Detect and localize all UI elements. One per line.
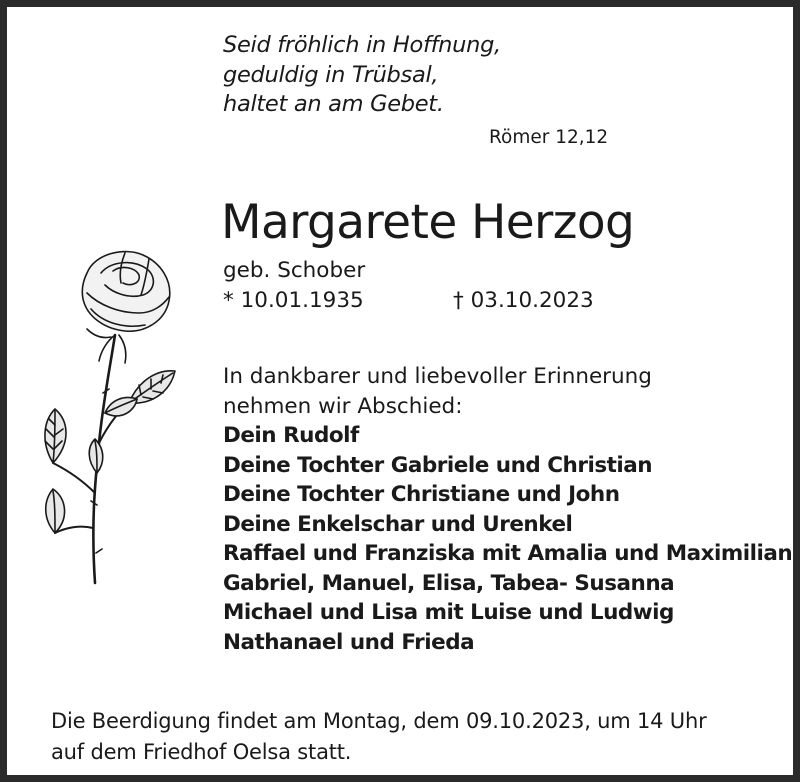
mourner-line: Nathanael und Frieda <box>223 629 475 655</box>
mourner-line: Deine Tochter Gabriele und Christian <box>223 452 653 478</box>
intro-line: In dankbarer und liebevoller Erinnerung <box>223 364 652 389</box>
verse-line: geduldig in Trübsal, <box>223 61 439 88</box>
funeral-line: auf dem Friedhof Oelsa statt. <box>51 740 352 764</box>
mourner-line: Deine Enkelschar und Urenkel <box>223 511 573 537</box>
mourner-line: Gabriel, Manuel, Elisa, Tabea- Susanna <box>223 570 675 596</box>
mourner-line: Deine Tochter Christiane und John <box>223 482 620 507</box>
intro-line: nehmen wir Abschied: <box>223 393 463 419</box>
verse-line: haltet an am Gebet. <box>223 91 444 117</box>
death-date: † 03.10.2023 <box>453 288 594 313</box>
mourners-list <box>223 421 792 657</box>
mourner-line: Raffael und Franziska mit Amalia und Maximilian <box>223 541 793 566</box>
birth-name: geb. Schober <box>223 258 366 283</box>
verse-line: Seid fröhlich in Hoffnung, <box>223 32 501 58</box>
mourner-line: Dein Rudolf <box>223 423 359 448</box>
verse-reference: Römer 12,12 <box>489 127 609 148</box>
rose-icon <box>29 243 187 589</box>
funeral-notice <box>51 706 707 768</box>
deceased-name: Margarete Herzog <box>221 195 635 250</box>
funeral-line: Die Beerdigung findet am Montag, dem 09.10.2023, um 14 Uhr <box>51 709 707 733</box>
mourner-line: Michael und Lisa mit Luise und Ludwig <box>223 600 674 625</box>
birth-date: * 10.01.1935 <box>223 288 364 313</box>
bible-verse <box>223 31 501 120</box>
intro-text <box>223 362 652 421</box>
